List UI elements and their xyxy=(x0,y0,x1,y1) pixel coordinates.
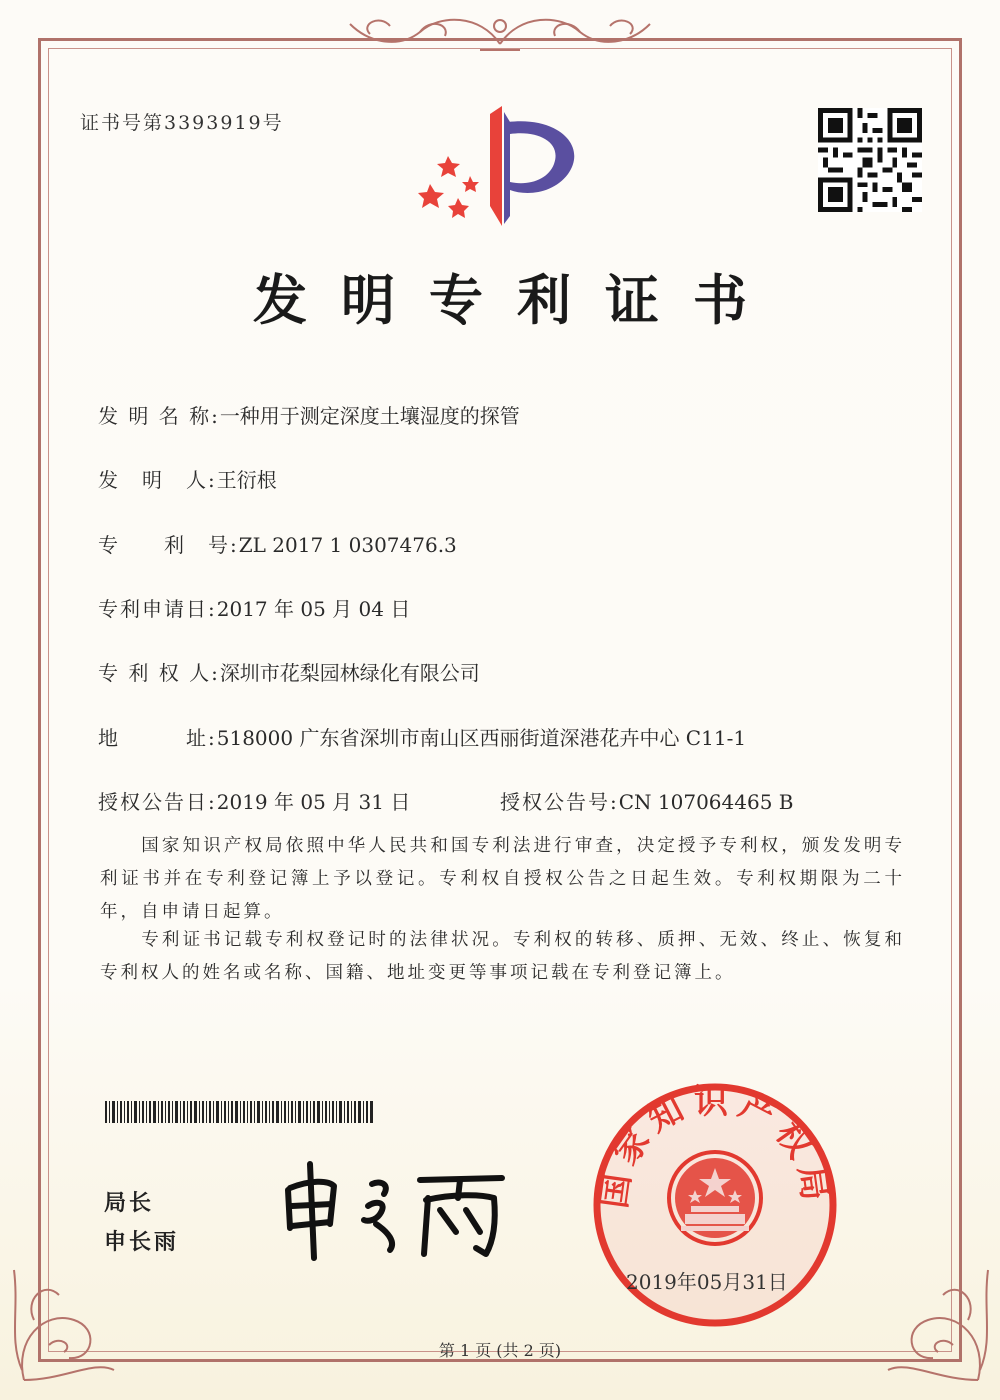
filing-date-value: 2017 年 05 月 04 日 xyxy=(216,597,411,621)
grant-date-label: 授权公告日: xyxy=(98,790,217,814)
barcode-icon xyxy=(105,1101,373,1123)
seal-date: 2019年05月31日 xyxy=(626,1270,788,1294)
inventor-label: 发 明 人: xyxy=(98,468,217,492)
grant-no-value: CN 107064465 B xyxy=(618,790,794,814)
certificate-title: 发明专利证书 xyxy=(253,268,781,332)
field-inventor xyxy=(98,464,277,493)
patent-office-logo-icon xyxy=(418,106,588,226)
handwritten-signature-icon xyxy=(280,1150,510,1265)
patentee-value: 深圳市花梨园林绿化有限公司 xyxy=(219,661,480,685)
grant-date-value: 2019 年 05 月 31 日 xyxy=(216,790,411,814)
certificate-number: 证书号第3393919号 xyxy=(80,112,284,134)
top-ornament-icon xyxy=(330,4,670,56)
patentee-label: 专 利 权 人: xyxy=(98,661,220,685)
field-patentee xyxy=(98,657,480,686)
field-address xyxy=(98,722,746,751)
field-patent-no xyxy=(98,529,457,558)
invention-name-value: 一种用于测定深度土壤湿度的探管 xyxy=(219,404,520,428)
grant-no-label: 授权公告号: xyxy=(500,790,619,814)
filing-date-label: 专利申请日: xyxy=(98,597,217,621)
inventor-value: 王衍根 xyxy=(216,468,277,492)
qr-code-icon xyxy=(818,108,922,212)
address-value: 518000 广东省深圳市南山区西丽街道深港花卉中心 C11-1 xyxy=(216,726,747,750)
patent-no-label: 专 利 号: xyxy=(98,533,239,557)
field-invention-name xyxy=(98,400,520,429)
director-name: 申长雨 xyxy=(104,1229,180,1255)
director-title: 局长 xyxy=(104,1190,155,1216)
field-grant-date xyxy=(98,786,410,815)
field-filing-date xyxy=(98,593,410,622)
page-number: 第 1 页 (共 2 页) xyxy=(438,1341,562,1360)
bottom-left-ornament-icon xyxy=(4,1250,134,1390)
patent-no-value: ZL 2017 1 0307476.3 xyxy=(238,533,457,557)
invention-name-label: 发 明 名 称: xyxy=(98,404,220,428)
bottom-right-ornament-icon xyxy=(868,1250,998,1390)
seal-text: 国家知识产权局 xyxy=(594,1081,836,1211)
body-paragraph-2: 专利证书记载专利权登记时的法律状况。专利权的转移、质押、无效、终止、恢复和专利权人的姓名或名称、国籍、地址变更等事项记载在专利登记簿上。 xyxy=(100,930,905,983)
address-label: 地 址: xyxy=(98,726,217,750)
body-paragraph-1: 国家知识产权局依照中华人民共和国专利法进行审查，决定授予专利权，颁发发明专利证书并在专利登记簿上予以登记。专利权自授权公告之日起生效。专利权期限为二十年，自申请日起算。 xyxy=(100,836,905,922)
field-grant-no xyxy=(500,786,794,815)
